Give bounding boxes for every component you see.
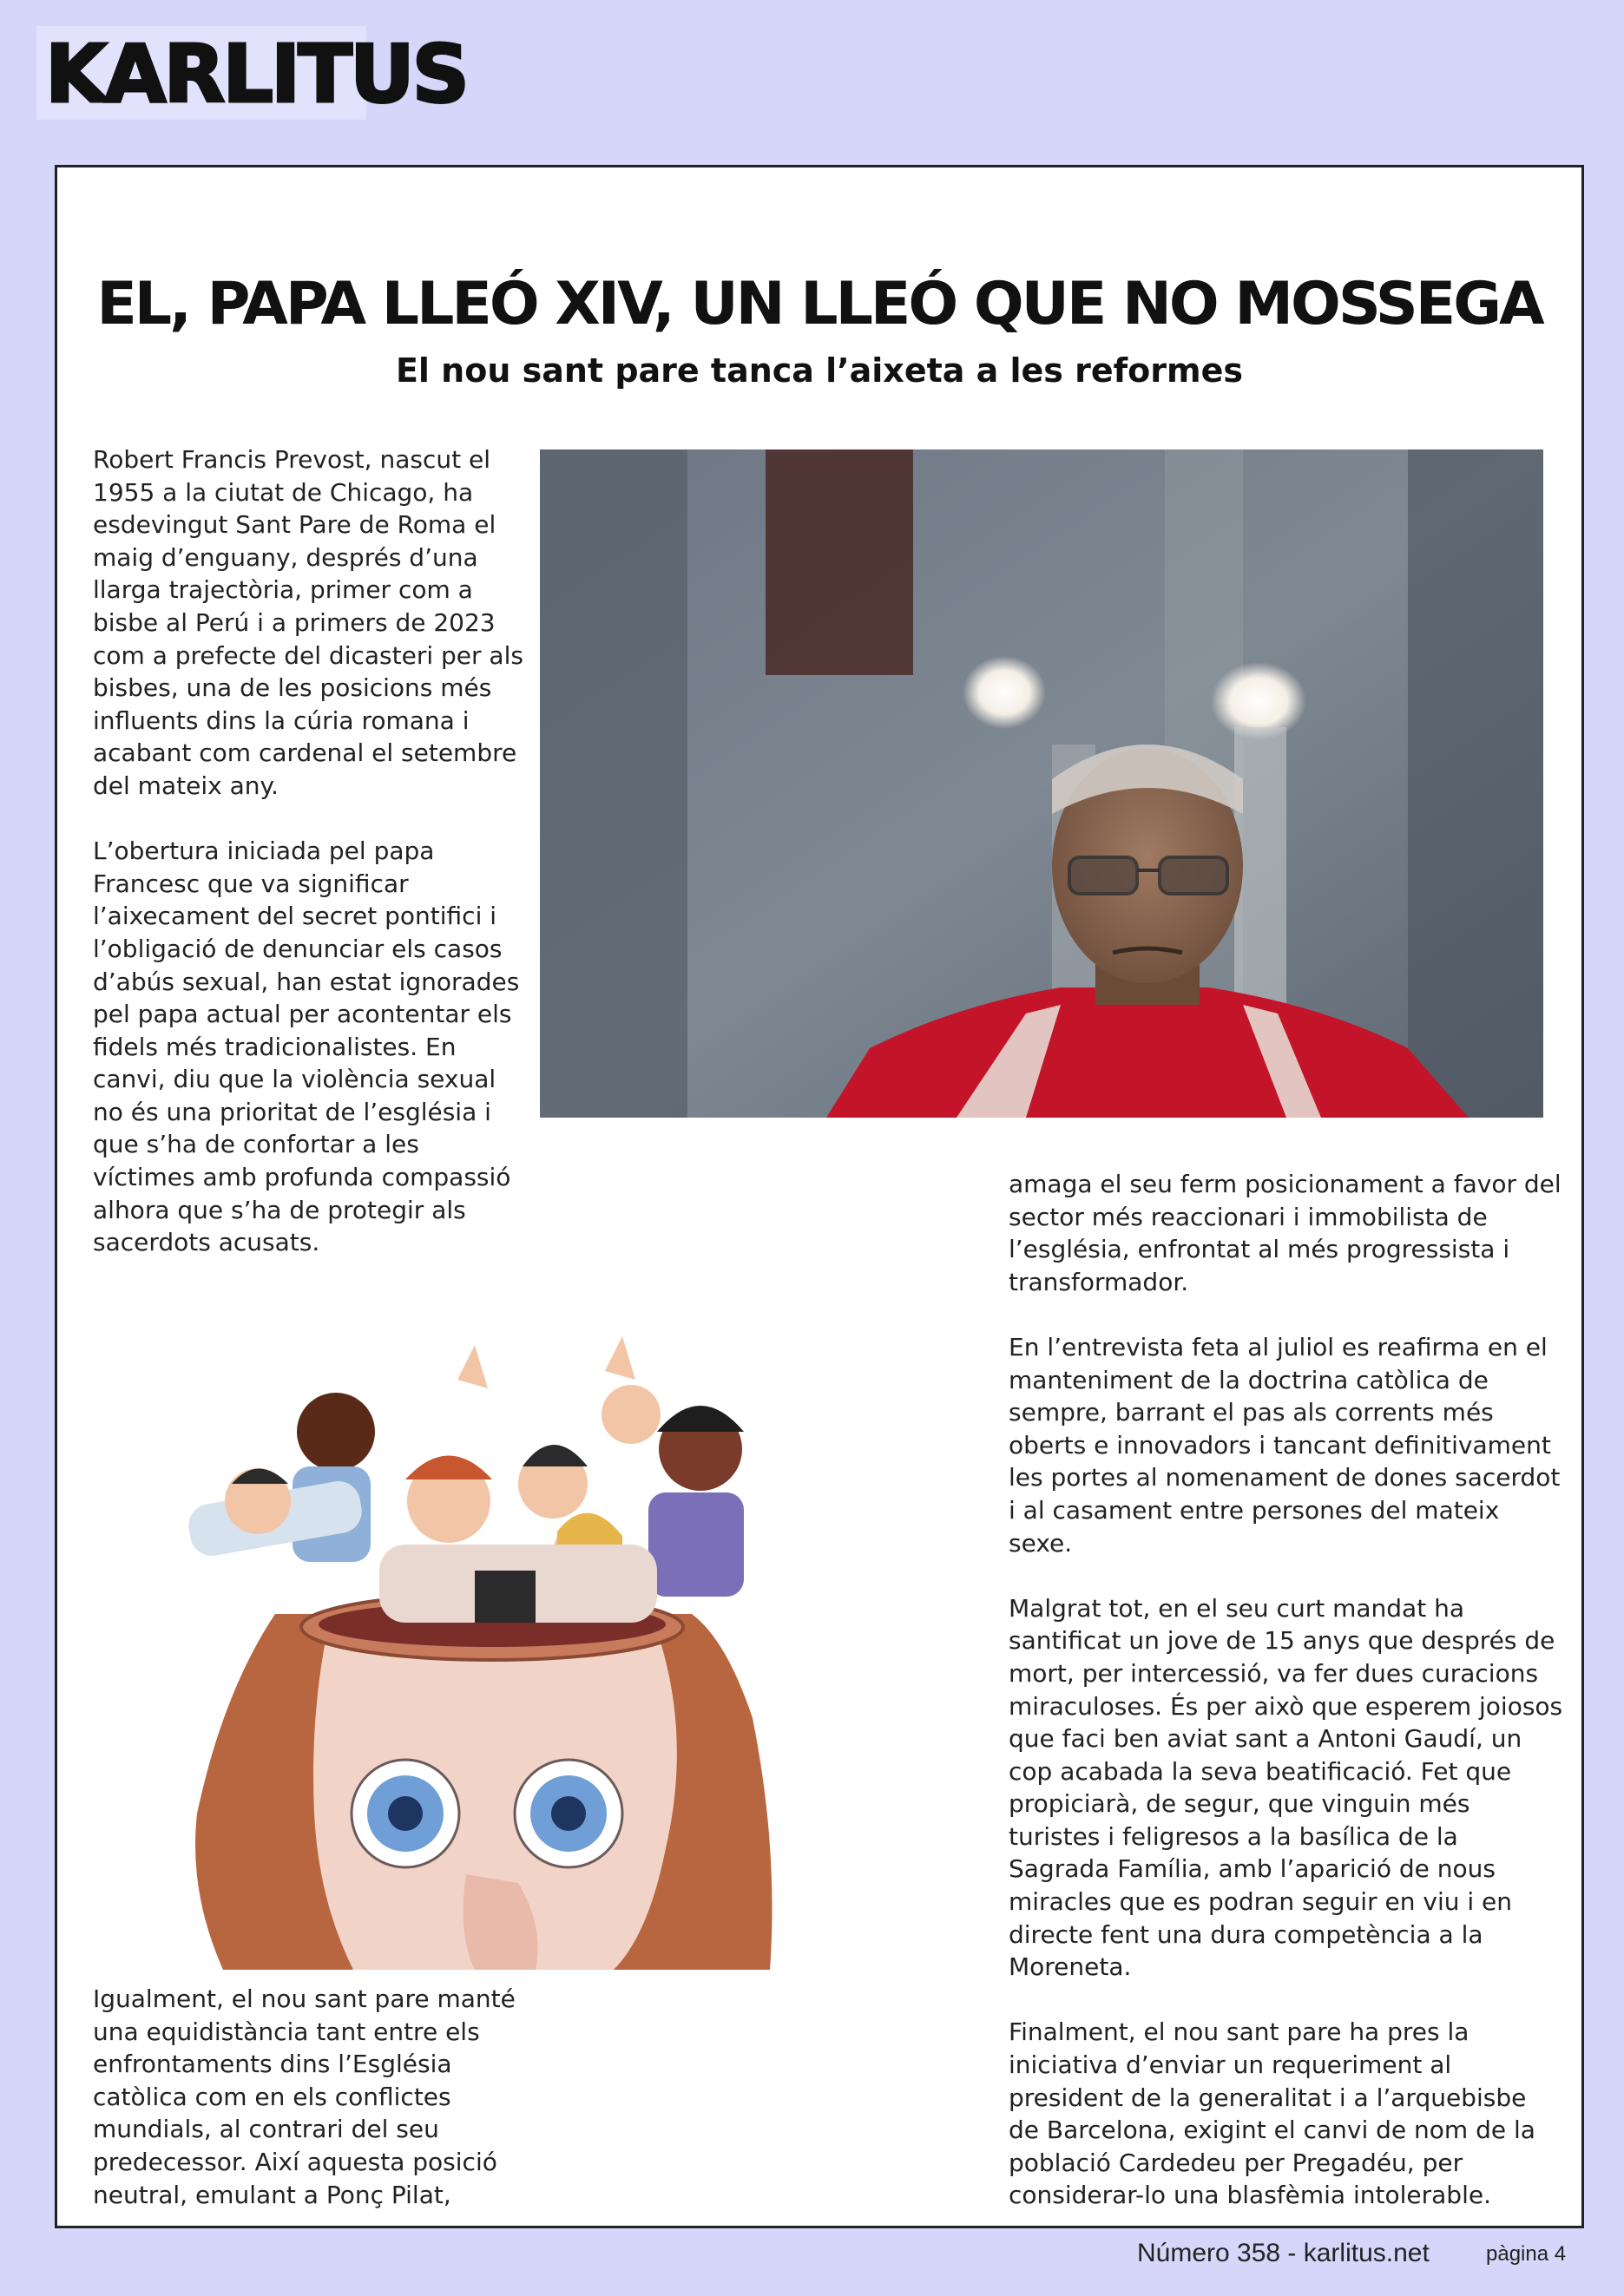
footer-page-number: pàgina 4 <box>1486 2242 1567 2266</box>
column-left-top <box>93 443 527 1259</box>
subheadline: El nou sant pare tanca l’aixeta a les reformes <box>395 351 1244 390</box>
masthead-title: KARLITUS <box>45 28 467 121</box>
paragraph: amaga el seu ferm posicionament a favor del sector més reaccionari i immobilista de l’església, enfrontat al més progressista i transformador. <box>1009 1170 1562 1296</box>
paragraph: Finalment, el nou sant pare ha pres la iniciativa d’enviar un requeriment al president de la generalitat i a l’arquebisbe de Barcelona, exigint el canvi de nom de la població Cardedeu per Pregadéu, per considerar-lo una blasfèmia intolerable. <box>1009 2017 1535 2210</box>
column-left-bottom <box>93 1983 527 2211</box>
paragraph: Robert Francis Prevost, nascut el 1955 a la ciutat de Chicago, ha esdevingut Sant Pare de Roma el maig d’enguany, després d’una llarga trajectòria, primer com a bisbe al Perú i a primers de 2023 com a prefecte del dicasteri per als bisbes, una de les posicions més influents dins la cúria romana i acabant com cardenal el setembre del mateix any. <box>93 445 523 800</box>
pope-photo <box>540 449 1543 1118</box>
article-frame <box>55 165 1584 2228</box>
paragraph: L’obertura iniciada pel papa Francesc que va significar l’aixecament del secret pontifici i l’obligació de denunciar els casos d’abús sexual, han estat ignorades pel papa actual per acontentar els fidels més tradicionalistes. En canvi, diu que la violència sexual no és una prioritat de l’església i que s’ha de confortar a les víctimes amb profunda compassió alhora que s’ha de protegir als sacerdots acusats. <box>93 836 520 1257</box>
person <box>602 1385 661 1444</box>
masthead <box>36 26 467 121</box>
footer-issue: Número 358 - karlitus.net <box>1137 2239 1430 2267</box>
paragraph: En l’entrevista feta al juliol es reafirma en el manteniment de la doctrina catòlica de sempre, barrant el pas als corrents més oberts e innovadors i tancant definitivament les portes al nomenament de dones sacerdot i al casament entre persones del mateix sexe. <box>1009 1332 1561 1558</box>
person <box>297 1393 375 1471</box>
cartoon-illustration <box>93 1328 848 1970</box>
column-right <box>1009 1168 1564 2212</box>
candle-light <box>963 656 1046 729</box>
dark-banner-shape <box>766 449 913 675</box>
paragraph: Malgrat tot, en el seu curt mandat ha santificat un jove de 15 anys que després de mort, per intercessió, va fer dues curacions miraculoses. És per això que esperem joiosos que faci ben aviat sant a Antoni Gaudí, un cop acabada la seva beatificació. Fet que propiciarà, de segur, que vinguin més turistes i feligresos a la basílica de la Sagrada Família, amb l’aparició de nous miracles que es podran seguir en viu i en directe fent una dura competència a la Moreneta. <box>1009 1593 1563 1982</box>
headline: EL, PAPA LLEÓ XIV, UN LLEÓ QUE NO MOSSEGA <box>96 270 1542 338</box>
paragraph: Igualment, el nou sant pare manté una equidistància tant entre els enfrontaments dins l’Església catòlica com en els conflictes mundials, al contrari del seu predecessor. Així aquesta posició neutral, emulant a Ponç Pilat, <box>93 1984 516 2209</box>
